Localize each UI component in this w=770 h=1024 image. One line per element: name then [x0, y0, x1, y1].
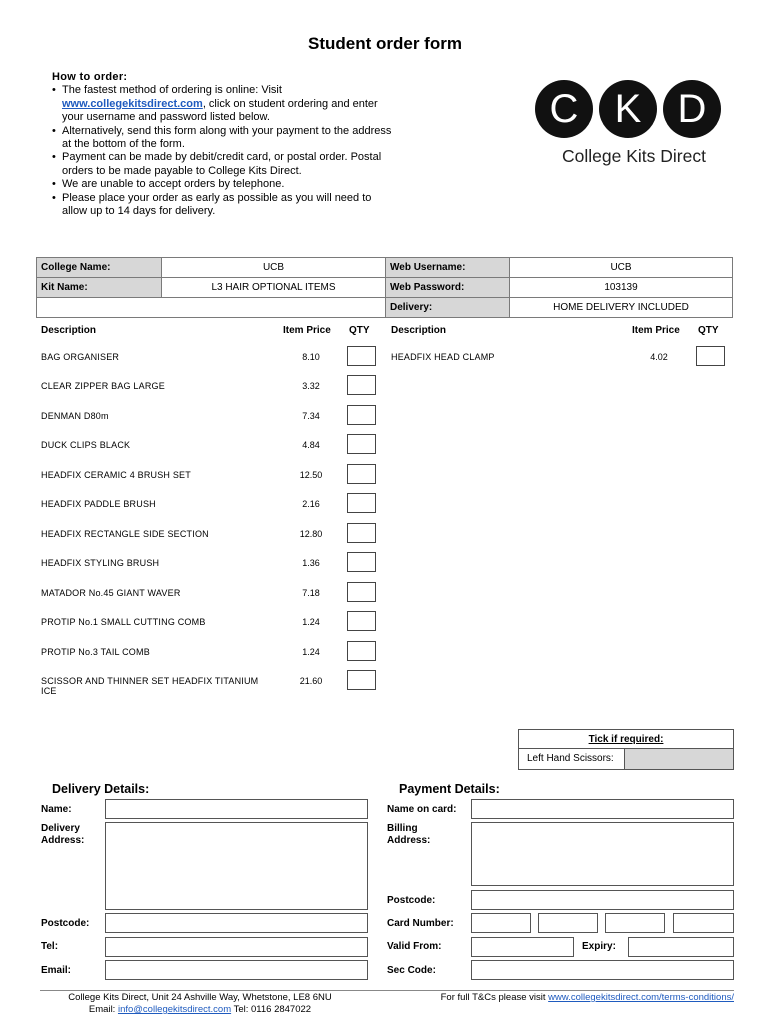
item-row	[0, 405, 385, 429]
footer-tcs	[412, 992, 734, 1004]
qty-input[interactable]	[347, 346, 376, 366]
delivery-address-label: Delivery Address:	[41, 823, 85, 846]
qty-input[interactable]	[696, 346, 725, 366]
tick-heading: Tick if required:	[519, 730, 733, 749]
item-price: 1.36	[302, 558, 320, 568]
how-to-item: • Payment can be made by debit/credit card, or postal order. Postal orders to be made payable to College Kits Direct.	[52, 151, 392, 178]
qty-input[interactable]	[347, 464, 376, 484]
how-to-list	[52, 84, 392, 218]
how-to-order	[52, 71, 392, 218]
delivery-value: HOME DELIVERY INCLUDED	[510, 298, 733, 318]
item-description: DENMAN D80m	[41, 411, 109, 421]
info-row	[37, 278, 733, 298]
item-description: BAG ORGANISER	[41, 352, 120, 362]
qty-input[interactable]	[347, 611, 376, 631]
billing-postcode-field[interactable]	[471, 890, 734, 910]
items-qty-header: QTY	[349, 325, 370, 336]
college-name-label: College Name:	[37, 258, 162, 278]
footer-divider	[40, 990, 734, 991]
item-row	[0, 582, 385, 606]
footer-tel: Tel: 0116 2847022	[233, 1004, 312, 1015]
qty-input[interactable]	[347, 582, 376, 602]
delivery-label: Delivery:	[386, 298, 510, 318]
items-price-header-right: Item Price	[632, 325, 680, 336]
item-price: 1.24	[302, 617, 320, 627]
web-username-label: Web Username:	[386, 258, 510, 278]
logo-text: College Kits Direct	[562, 146, 706, 166]
order-info-table	[36, 257, 733, 318]
item-price: 8.10	[302, 352, 320, 362]
item-price: 4.02	[650, 352, 668, 362]
items-description-header: Description	[41, 325, 97, 336]
qty-input[interactable]	[347, 670, 376, 690]
tick-row	[519, 749, 733, 769]
item-row	[385, 346, 730, 370]
how-to-item: • We are unable to accept orders by telephone.	[52, 178, 392, 191]
delivery-postcode-field[interactable]	[105, 913, 368, 933]
qty-input[interactable]	[347, 493, 376, 513]
item-price: 12.50	[299, 470, 323, 480]
items-description-header-right: Description	[391, 325, 447, 336]
how-to-heading: How to order:	[52, 71, 128, 83]
how-to-item: • Please place your order as early as possible as you will need to allow up to 14 days for delivery.	[52, 192, 392, 219]
item-row	[0, 641, 385, 665]
info-row	[37, 298, 733, 318]
tel-field[interactable]	[105, 937, 368, 957]
email-label: Email:	[41, 965, 72, 976]
expiry-field[interactable]	[628, 937, 734, 957]
footer-email-link[interactable]: info@collegekitsdirect.com	[117, 1004, 232, 1015]
footer-email-label: Email:	[88, 1004, 116, 1015]
delivery-postcode-label: Postcode:	[41, 918, 90, 929]
how-to-text: The fastest method of ordering is online: Visit	[62, 84, 282, 97]
item-description: HEADFIX HEAD CLAMP	[391, 352, 495, 362]
item-price: 1.24	[302, 647, 320, 657]
name-on-card-label: Name on card:	[387, 804, 457, 815]
how-to-item: • Alternatively, send this form along with your payment to the address at the bottom of the form.	[52, 125, 392, 152]
qty-input[interactable]	[347, 641, 376, 661]
item-price: 7.18	[302, 588, 320, 598]
item-price: 4.84	[302, 440, 320, 450]
qty-input[interactable]	[347, 552, 376, 572]
sec-code-field[interactable]	[471, 960, 734, 980]
valid-from-field[interactable]	[471, 937, 574, 957]
item-price: 12.80	[299, 529, 323, 539]
billing-address-label: Billing Address:	[387, 823, 431, 846]
email-field[interactable]	[105, 960, 368, 980]
tel-label: Tel:	[41, 941, 59, 952]
item-description: PROTIP No.1 SMALL CUTTING COMB	[41, 617, 206, 627]
footer-tcs-link[interactable]: www.collegekitsdirect.com/terms-conditions/	[548, 992, 734, 1003]
how-to-text: , click on student ordering and enter your username and password listed below.	[62, 97, 378, 124]
item-description: MATADOR No.45 GIANT WAVER	[41, 588, 181, 598]
card-number-field-4[interactable]	[673, 913, 734, 933]
item-description: HEADFIX PADDLE BRUSH	[41, 499, 156, 509]
item-row	[0, 493, 385, 517]
web-password-label: Web Password:	[386, 278, 510, 298]
how-to-item	[52, 84, 392, 124]
logo-letter-d: D	[663, 80, 721, 138]
card-number-field-3[interactable]	[605, 913, 665, 933]
item-description: SCISSOR AND THINNER SET HEADFIX TITANIUM ICE	[41, 676, 259, 696]
web-username-value: UCB	[510, 258, 733, 278]
delivery-details-title: Delivery Details:	[52, 782, 150, 796]
sec-code-label: Sec Code:	[387, 965, 436, 976]
logo-circles	[535, 80, 735, 138]
payment-details-title: Payment Details:	[399, 782, 500, 796]
empty-cell	[37, 298, 386, 318]
item-row	[0, 670, 385, 700]
kit-name-value: L3 HAIR OPTIONAL ITEMS	[162, 278, 386, 298]
qty-input[interactable]	[347, 405, 376, 425]
card-number-field-1[interactable]	[471, 913, 531, 933]
footer-address-block	[40, 992, 360, 1016]
expiry-label: Expiry:	[582, 941, 616, 952]
item-row	[0, 523, 385, 547]
items-qty-header-right: QTY	[698, 325, 719, 336]
name-on-card-field[interactable]	[471, 799, 734, 819]
item-description: HEADFIX CERAMIC 4 BRUSH SET	[41, 470, 191, 480]
page-title: Student order form	[308, 34, 462, 53]
kit-name-label: Kit Name:	[37, 278, 162, 298]
delivery-name-field[interactable]	[105, 799, 368, 819]
logo-letter-c: C	[535, 80, 593, 138]
item-description: HEADFIX RECTANGLE SIDE SECTION	[41, 529, 209, 539]
left-hand-scissors-label: Left Hand Scissors:	[519, 749, 625, 769]
card-number-label: Card Number:	[387, 918, 454, 929]
footer-address: College Kits Direct, Unit 24 Ashville Way, Whetstone, LE8 6NU	[68, 992, 332, 1003]
item-price: 21.60	[299, 676, 323, 686]
tick-if-required-box	[518, 729, 734, 770]
qty-input[interactable]	[347, 375, 376, 395]
college-name-value: UCB	[162, 258, 386, 278]
item-description: HEADFIX STYLING BRUSH	[41, 558, 160, 568]
card-number-field-2[interactable]	[538, 913, 598, 933]
valid-from-label: Valid From:	[387, 941, 442, 952]
items-price-header: Item Price	[283, 325, 331, 336]
item-row	[0, 611, 385, 635]
item-price: 7.34	[302, 411, 320, 421]
item-row	[0, 464, 385, 488]
info-row	[37, 258, 733, 278]
item-row	[0, 346, 385, 370]
billing-address-field[interactable]	[471, 822, 734, 886]
item-row	[0, 375, 385, 399]
logo-letter-k: K	[599, 80, 657, 138]
item-row	[0, 434, 385, 458]
item-row	[0, 552, 385, 576]
qty-input[interactable]	[347, 434, 376, 454]
delivery-name-label: Name:	[41, 804, 72, 815]
item-description: PROTIP No.3 TAIL COMB	[41, 647, 150, 657]
left-hand-scissors-checkbox[interactable]	[625, 749, 733, 769]
item-description: DUCK CLIPS BLACK	[41, 440, 131, 450]
footer-tcs-label: For full T&Cs please visit	[440, 992, 546, 1003]
ckd-logo	[535, 80, 735, 170]
delivery-address-field[interactable]	[105, 822, 368, 910]
web-password-value: 103139	[510, 278, 733, 298]
footer-contact	[40, 1004, 360, 1016]
billing-postcode-label: Postcode:	[387, 895, 436, 906]
item-description: CLEAR ZIPPER BAG LARGE	[41, 381, 165, 391]
qty-input[interactable]	[347, 523, 376, 543]
item-price: 2.16	[302, 499, 320, 509]
website-link[interactable]: www.collegekitsdirect.com	[62, 97, 203, 110]
item-price: 3.32	[302, 381, 320, 391]
